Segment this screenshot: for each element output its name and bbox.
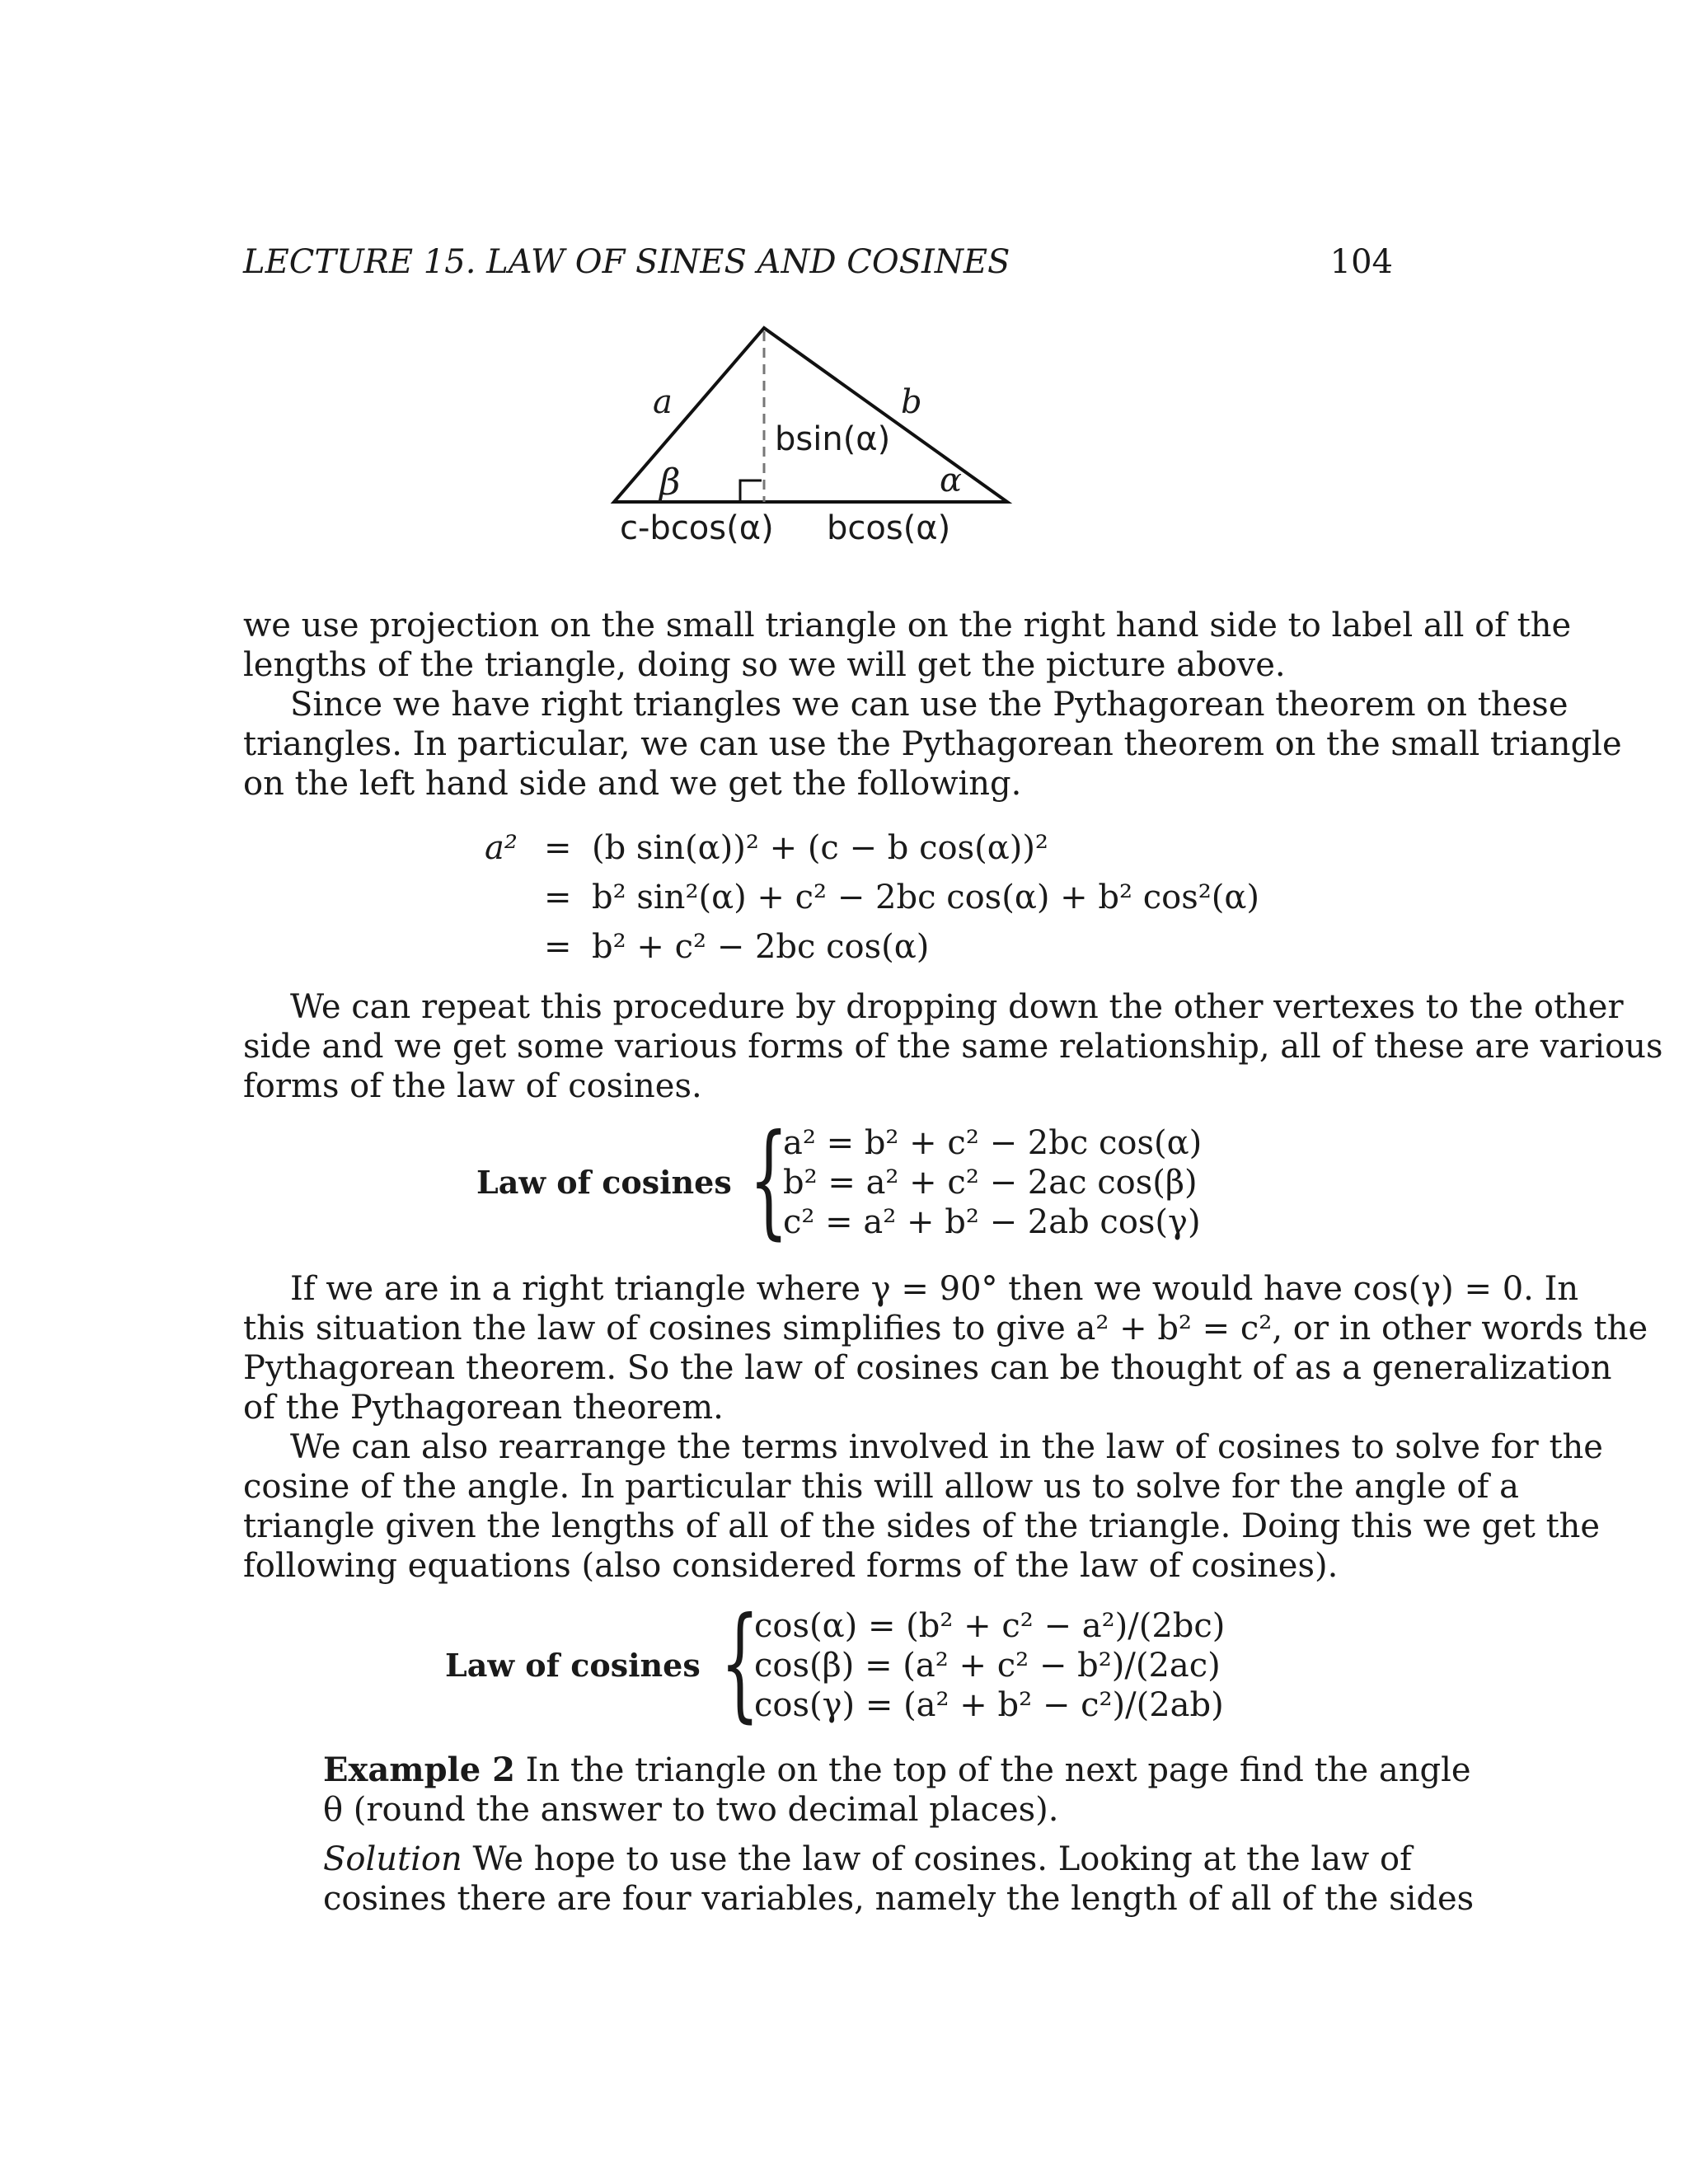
text-line: lengths of the triangle, doing so we will get the picture above.: [243, 646, 1286, 684]
derivation-line-3: b² + c² − 2bc cos(α): [592, 928, 930, 966]
running-header: LECTURE 15. LAW OF SINES AND COSINES: [243, 243, 1010, 281]
derivation-lhs: a²: [485, 829, 518, 867]
law1-equation-2: b² = a² + c² − 2ac cos(β): [783, 1164, 1198, 1202]
label-height: bsin(α): [775, 420, 891, 458]
label-side-b: b: [901, 383, 922, 421]
law-of-cosines-label-2: Law of cosines: [445, 1647, 701, 1684]
example-title: Example 2: [323, 1750, 515, 1789]
derivation-equals-3: =: [544, 928, 572, 966]
label-side-a: a: [653, 383, 673, 421]
text-line: Since we have right triangles we can use the Pythagorean theorem on these: [290, 686, 1568, 724]
text-line: of the Pythagorean theorem.: [243, 1389, 724, 1427]
solution-block: [323, 1840, 1475, 1919]
example-text: In the triangle on the top of the next page find the angle: [525, 1751, 1471, 1789]
law2-equation-2: cos(β) = (a² + c² − b²)/(2ac): [754, 1647, 1221, 1685]
text-line: We can also rearrange the terms involved in the law of cosines to solve for the: [290, 1428, 1603, 1466]
right-angle-marker: [740, 480, 762, 502]
law1-equation-3: c² = a² + b² − 2ab cos(γ): [783, 1203, 1201, 1241]
text-line: cosine of the angle. In particular this will allow us to solve for the angle of a: [243, 1468, 1519, 1506]
solution-title: Solution: [323, 1840, 462, 1878]
text-line: [323, 1750, 1471, 1790]
derivation-equals-1: =: [544, 829, 572, 867]
derivation-equals-2: =: [544, 879, 572, 916]
text-line: forms of the law of cosines.: [243, 1067, 702, 1105]
text-line: θ (round the answer to two decimal places).: [323, 1791, 1059, 1829]
paragraph-1: [243, 606, 1572, 685]
paragraph-2: [243, 685, 1622, 804]
solution-text: We hope to use the law of cosines. Looking at the law of: [472, 1840, 1412, 1878]
law2-equation-3: cos(γ) = (a² + b² − c²)/(2ab): [754, 1686, 1224, 1724]
text-line: cosines there are four variables, namely the length of all of the sides: [323, 1880, 1475, 1918]
derivation-line-1: (b sin(α))² + (c − b cos(α))²: [592, 829, 1048, 867]
text-line: this situation the law of cosines simplifies to give a² + b² = c², or in other words the: [243, 1310, 1648, 1347]
text-line: triangle given the lengths of all of the sides of the triangle. Doing this we get the: [243, 1507, 1601, 1545]
page-number: 104: [1329, 243, 1393, 281]
text-line: on the left hand side and we get the following.: [243, 765, 1022, 803]
derivation-line-2: b² sin²(α) + c² − 2bc cos(α) + b² cos²(α): [592, 879, 1259, 916]
label-angle-beta: β: [659, 462, 681, 504]
text-line: following equations (also considered forms of the law of cosines).: [243, 1547, 1339, 1585]
label-right-base: bcos(α): [827, 509, 951, 547]
left-brace: {: [748, 1108, 789, 1252]
law2-equation-1: cos(α) = (b² + c² − a²)/(2bc): [754, 1607, 1226, 1645]
law-of-cosines-label-1: Law of cosines: [476, 1164, 732, 1201]
paragraph-5: [243, 1427, 1603, 1586]
paragraph-3: [243, 987, 1663, 1106]
label-left-base: c-bcos(α): [620, 509, 774, 547]
label-angle-alpha: α: [940, 462, 963, 499]
left-brace: {: [720, 1591, 760, 1735]
example-block: [323, 1750, 1471, 1830]
text-line: We can repeat this procedure by dropping down the other vertexes to the other: [290, 988, 1624, 1026]
text-line: If we are in a right triangle where γ = 90° then we would have cos(γ) = 0. In: [290, 1270, 1579, 1308]
text-line: Pythagorean theorem. So the law of cosines can be thought of as a generalization: [243, 1349, 1612, 1387]
text-line: side and we get some various forms of the same relationship, all of these are various: [243, 1028, 1663, 1066]
law1-equation-1: a² = b² + c² − 2bc cos(α): [783, 1124, 1203, 1162]
paragraph-4: [243, 1269, 1648, 1427]
text-line: we use projection on the small triangle on the right hand side to label all of the: [243, 607, 1572, 644]
text-line: triangles. In particular, we can use the Pythagorean theorem on the small triangle: [243, 725, 1622, 763]
text-line: [323, 1840, 1412, 1879]
